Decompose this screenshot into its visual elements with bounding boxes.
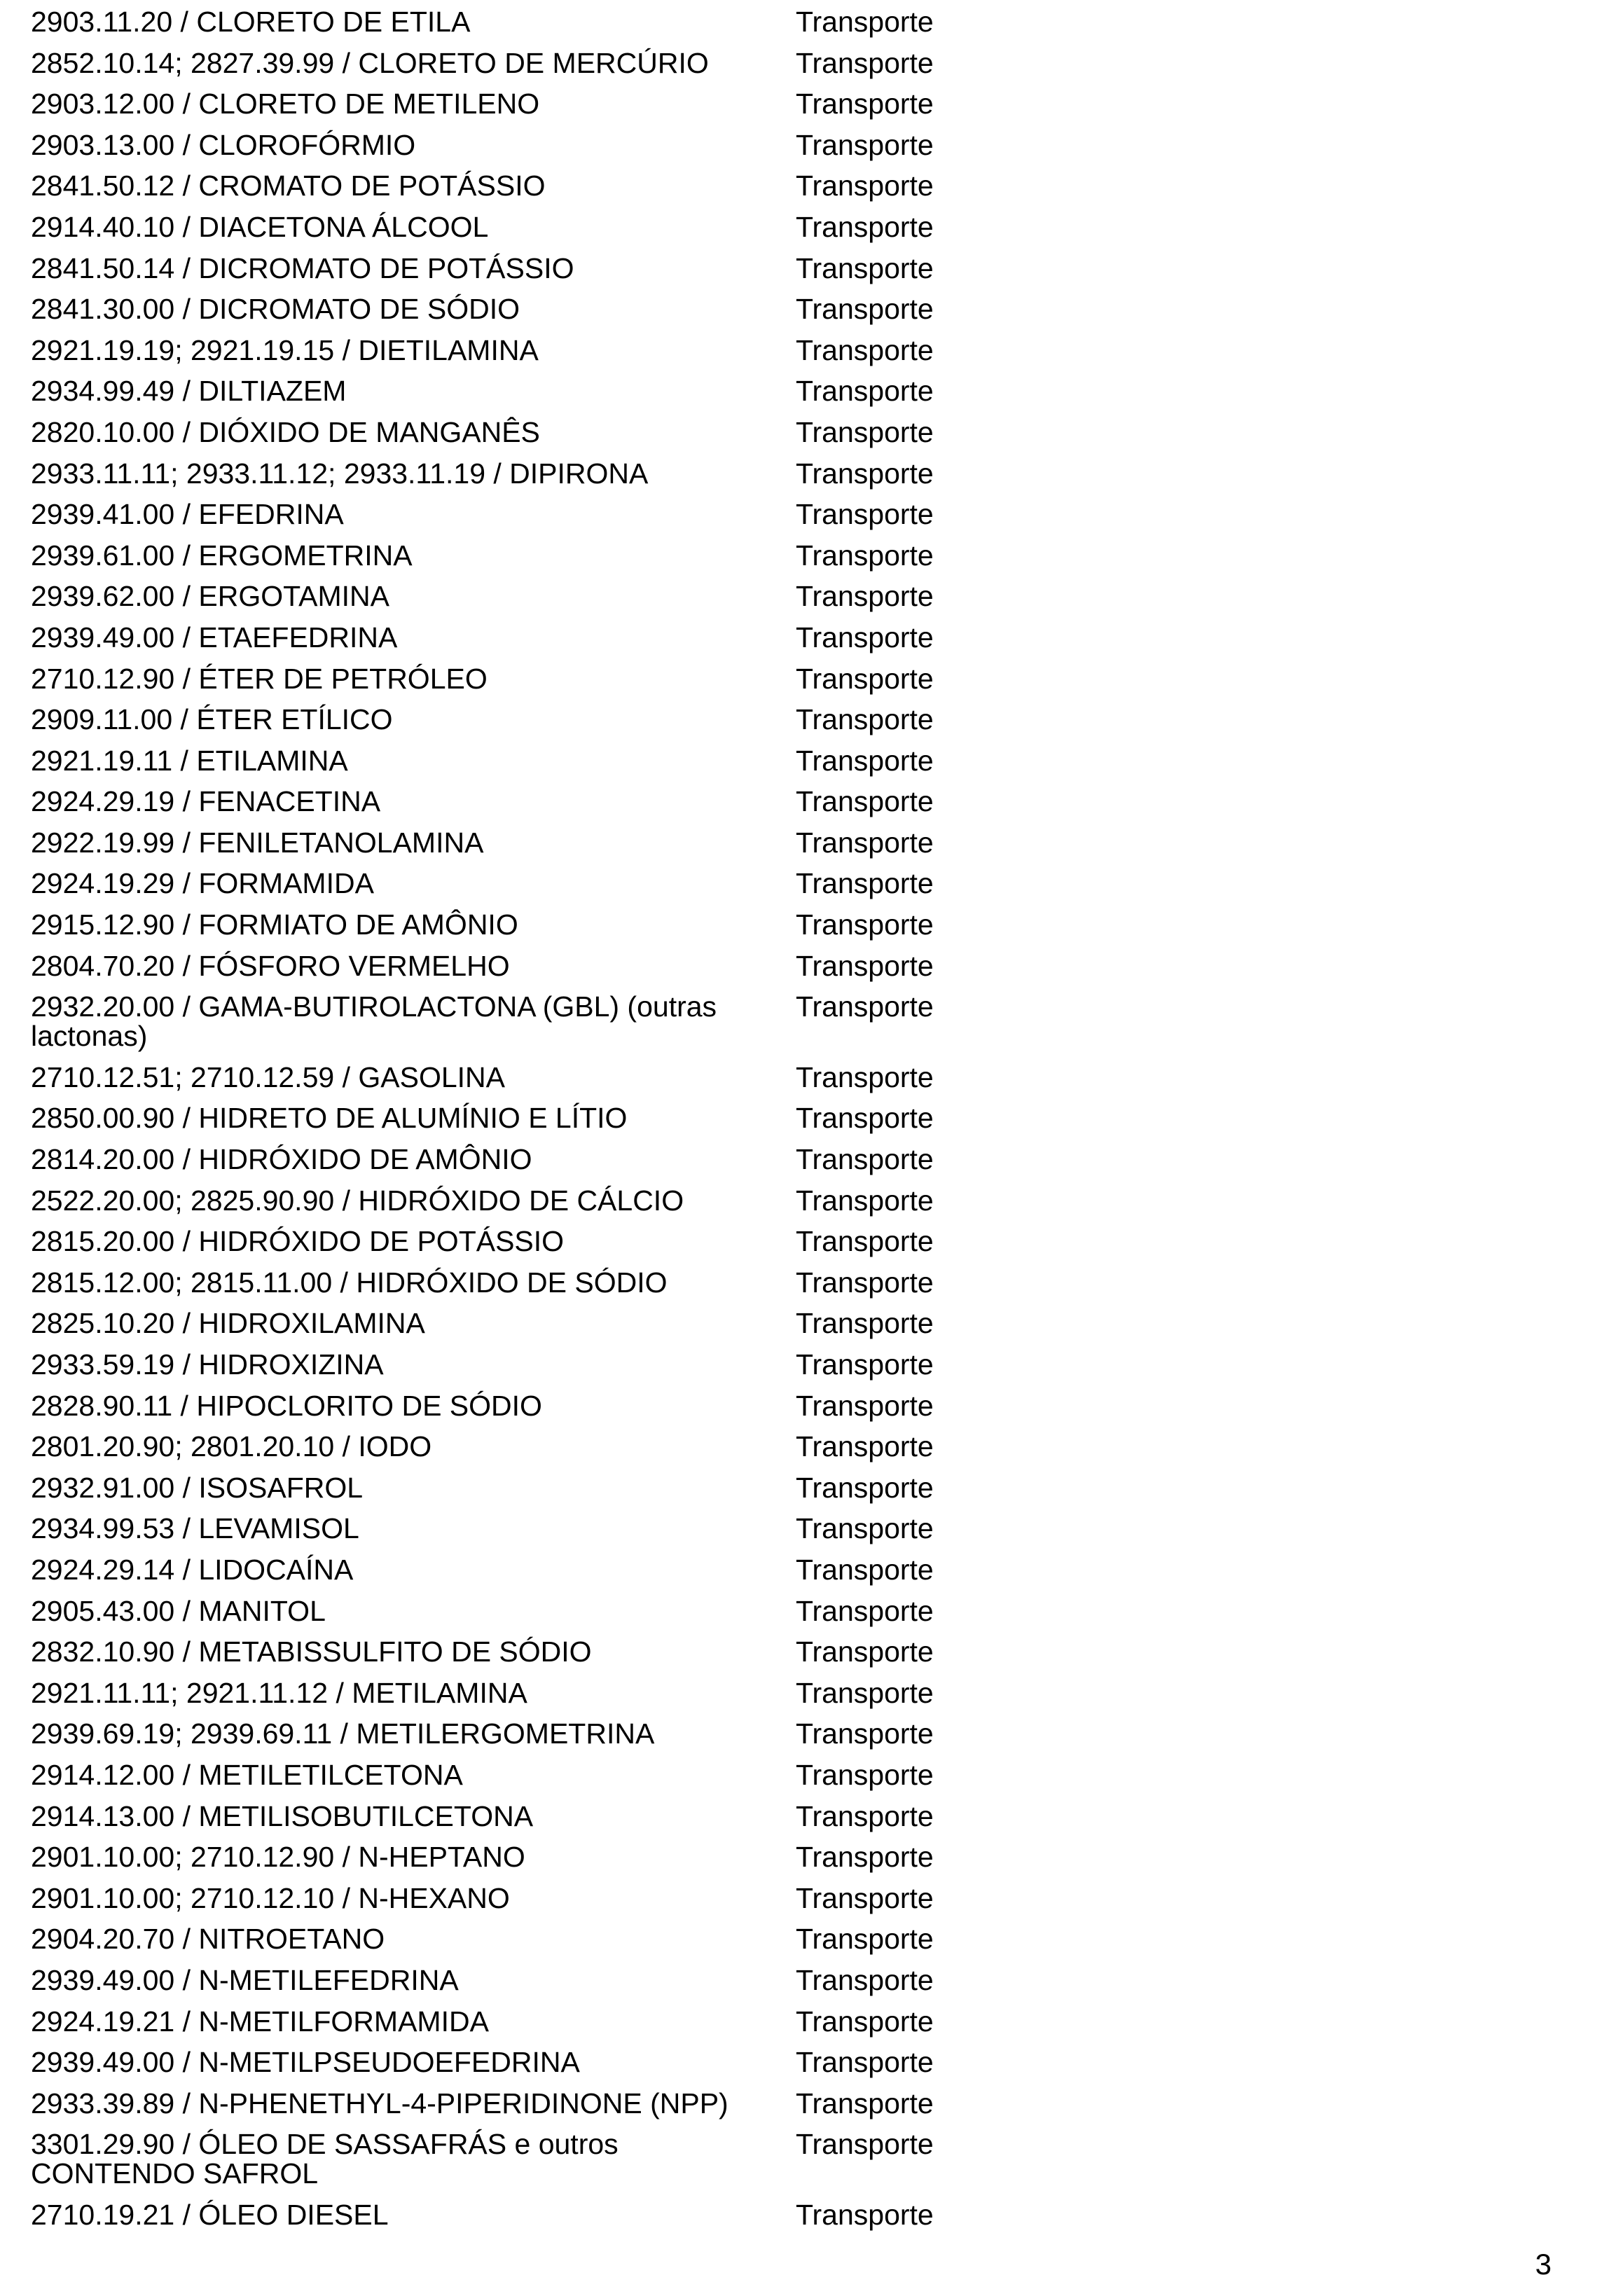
table-row — [31, 1965, 997, 1995]
control-class-cell: Transporte — [796, 1430, 934, 1463]
substance-cell: 2901.10.00; 2710.12.10 / N-HEXANO — [31, 1881, 510, 1914]
control-class-cell: Transporte — [796, 1923, 934, 1956]
substance-cell: 2815.20.00 / HIDRÓXIDO DE POTÁSSIO — [31, 1225, 565, 1258]
control-class-cell: Transporte — [796, 2198, 934, 2231]
control-class-cell: Transporte — [796, 1266, 934, 1299]
substance-cell: 2939.49.00 / N-METILEFEDRINA — [31, 1963, 459, 1996]
table-row — [31, 992, 997, 1051]
control-class-cell: Transporte — [796, 1758, 934, 1791]
control-class-cell: Transporte — [796, 415, 934, 448]
control-class-cell: Transporte — [796, 1594, 934, 1627]
substance-cell: 2710.12.51; 2710.12.59 / GASOLINA — [31, 1060, 505, 1093]
control-class-cell: Transporte — [796, 293, 934, 326]
substance-cell: 2921.19.11 / ETILAMINA — [31, 744, 348, 777]
substance-cell: 2904.20.70 / NITROETANO — [31, 1923, 385, 1956]
table-row — [31, 787, 997, 816]
control-class-cell: Transporte — [796, 1799, 934, 1832]
substance-cell: 2939.41.00 / EFEDRINA — [31, 498, 344, 531]
table-row — [31, 499, 997, 529]
table-row — [31, 1473, 997, 1502]
control-class-cell: Transporte — [796, 580, 934, 613]
control-class-cell: Transporte — [796, 2087, 934, 2119]
substance-cell: 2933.11.11; 2933.11.12; 2933.11.19 / DIPIRONA — [31, 457, 649, 490]
substance-cell: 2710.12.90 / ÉTER DE PETRÓLEO — [31, 662, 488, 695]
table-row — [31, 664, 997, 693]
substance-cell: 2522.20.00; 2825.90.90 / HIDRÓXIDO DE CÁLCIO — [31, 1184, 684, 1217]
control-class-cell: Transporte — [796, 908, 934, 941]
table-row — [31, 48, 997, 78]
table-row — [31, 1186, 997, 1215]
table-row — [31, 623, 997, 652]
control-class-cell: Transporte — [796, 1717, 934, 1750]
substance-cell: 2939.49.00 / N-METILPSEUDOEFEDRINA — [31, 2046, 580, 2079]
substance-cell: 2801.20.90; 2801.20.10 / IODO — [31, 1430, 432, 1463]
table-row — [31, 1268, 997, 1297]
control-class-cell: Transporte — [796, 1841, 934, 1874]
control-class-cell: Transporte — [796, 1553, 934, 1586]
substance-cell: 2832.10.90 / METABISSULFITO DE SÓDIO — [31, 1635, 592, 1668]
control-class-cell: Transporte — [796, 621, 934, 653]
control-class-cell: Transporte — [796, 1102, 934, 1135]
control-class-cell: Transporte — [796, 333, 934, 366]
table-row — [31, 1308, 997, 1338]
substance-cell: 2915.12.90 / FORMIATO DE AMÔNIO — [31, 908, 518, 941]
substance-cell: 2924.29.14 / LIDOCAÍNA — [31, 1553, 354, 1586]
control-class-cell: Transporte — [796, 88, 934, 120]
control-class-cell: Transporte — [796, 785, 934, 818]
substance-cell: 2924.29.19 / FENACETINA — [31, 785, 381, 818]
control-class-cell: Transporte — [796, 1225, 934, 1258]
table-row — [31, 1144, 997, 1174]
control-class-cell: Transporte — [796, 826, 934, 859]
table-row — [31, 251, 997, 284]
table-row — [31, 2047, 997, 2077]
substance-cell: 2828.90.11 / HIPOCLORITO DE SÓDIO — [31, 1389, 542, 1422]
control-class-cell: Transporte — [796, 2005, 934, 2038]
table-row — [31, 869, 997, 898]
table-row — [31, 1923, 997, 1956]
table-row — [31, 212, 997, 242]
substance-cell: 2710.19.21 / ÓLEO DIESEL — [31, 2198, 389, 2231]
control-class-cell: Transporte — [796, 457, 934, 490]
control-class-cell: Transporte — [796, 2046, 934, 2079]
table-row — [31, 1678, 997, 1708]
substance-cell: 2921.11.11; 2921.11.12 / METILAMINA — [31, 1676, 527, 1709]
control-class-cell: Transporte — [796, 251, 934, 284]
substance-cell: 2903.12.00 / CLORETO DE METILENO — [31, 88, 540, 120]
substance-cell: 2815.12.00; 2815.11.00 / HIDRÓXIDO DE SÓDIO — [31, 1266, 668, 1299]
substance-cell: 2901.10.00; 2710.12.90 / N-HEPTANO — [31, 1841, 525, 1874]
substance-cell: 2932.20.00 / GAMA-BUTIROLACTONA (GBL) (outras lactonas) — [31, 990, 717, 1053]
table-row — [31, 1842, 997, 1872]
table-row — [31, 1883, 997, 1913]
table-row — [31, 541, 997, 570]
control-class-cell: Transporte — [796, 128, 934, 161]
table-row — [31, 1760, 997, 1790]
table-row — [31, 1514, 997, 1543]
substance-cell: 2932.91.00 / ISOSAFROL — [31, 1471, 364, 1504]
substance-cell: 2903.13.00 / CLOROFÓRMIO — [31, 128, 416, 161]
substance-cell: 2934.99.53 / LEVAMISOL — [31, 1512, 359, 1545]
control-class-cell: Transporte — [796, 1348, 934, 1381]
substance-cell: 2914.40.10 / DIACETONA ÁLCOOL — [31, 210, 489, 243]
substance-cell: 2914.12.00 / METILETILCETONA — [31, 1758, 463, 1791]
table-row — [31, 417, 997, 447]
table-row — [31, 2200, 997, 2229]
table-row — [31, 1350, 997, 1379]
substance-cell: 2841.50.12 / CROMATO DE POTÁSSIO — [31, 170, 546, 202]
page-number: 3 — [1535, 2248, 1552, 2281]
table-row — [31, 459, 997, 488]
table-row — [31, 581, 997, 611]
substance-cell: 2905.43.00 / MANITOL — [31, 1594, 326, 1627]
substance-cell: 2850.00.90 / HIDRETO DE ALUMÍNIO E LÍTIO — [31, 1102, 628, 1135]
substance-cell: 2939.62.00 / ERGOTAMINA — [31, 580, 389, 613]
table-row — [31, 1637, 997, 1666]
table-row — [31, 2007, 997, 2036]
table-row — [31, 746, 997, 775]
control-class-cell: Transporte — [796, 170, 934, 202]
substance-cell: 3301.29.90 / ÓLEO DE SASSAFRÁS e outros CONTENDO SAFROL — [31, 2128, 619, 2190]
table-row — [31, 1391, 997, 1420]
control-class-cell: Transporte — [796, 1963, 934, 1996]
control-class-cell: Transporte — [796, 6, 934, 38]
substance-cell: 2933.59.19 / HIDROXIZINA — [31, 1348, 384, 1381]
table-row — [31, 1103, 997, 1133]
control-class-cell: Transporte — [796, 1143, 934, 1176]
substance-cell: 2939.49.00 / ETAEFEDRINA — [31, 621, 398, 653]
substance-cell: 2903.11.20 / CLORETO DE ETILA — [31, 6, 471, 38]
table-row — [31, 2129, 997, 2188]
substance-cell: 2814.20.00 / HIDRÓXIDO DE AMÔNIO — [31, 1143, 532, 1176]
table-row — [31, 1226, 997, 1256]
table-row — [31, 2089, 997, 2118]
substance-cell: 2841.50.14 / DICROMATO DE POTÁSSIO — [31, 251, 574, 284]
control-class-cell: Transporte — [796, 990, 934, 1023]
control-class-cell: Transporte — [796, 46, 934, 79]
control-class-cell: Transporte — [796, 1184, 934, 1217]
substance-cell: 2934.99.49 / DILTIAZEM — [31, 375, 347, 408]
control-class-cell: Transporte — [796, 1471, 934, 1504]
substance-cell: 2820.10.00 / DIÓXIDO DE MANGANÊS — [31, 415, 540, 448]
table-row — [31, 951, 997, 981]
table-row — [31, 171, 997, 200]
control-class-cell: Transporte — [796, 1389, 934, 1422]
table-row — [31, 89, 997, 118]
control-class-cell: Transporte — [796, 662, 934, 695]
control-class-cell: Transporte — [796, 1307, 934, 1340]
substance-cell: 2914.13.00 / METILISOBUTILCETONA — [31, 1799, 534, 1832]
table-row — [31, 828, 997, 857]
control-class-cell: Transporte — [796, 2128, 934, 2161]
substance-cell: 2924.19.29 / FORMAMIDA — [31, 867, 374, 900]
table-row — [31, 7, 997, 36]
substance-cell: 2804.70.20 / FÓSFORO VERMELHO — [31, 949, 510, 982]
control-class-cell: Transporte — [796, 949, 934, 982]
control-class-cell: Transporte — [796, 1512, 934, 1545]
control-class-cell: Transporte — [796, 498, 934, 531]
control-class-cell: Transporte — [796, 375, 934, 408]
table-row — [31, 910, 997, 939]
table-row — [31, 1596, 997, 1626]
substance-cell: 2921.19.19; 2921.19.15 / DIETILAMINA — [31, 333, 539, 366]
table-row — [31, 1060, 997, 1093]
table-row — [31, 1555, 997, 1584]
control-class-cell: Transporte — [796, 210, 934, 243]
substance-cell: 2922.19.99 / FENILETANOLAMINA — [31, 826, 484, 859]
table-row — [31, 294, 997, 324]
table-row — [31, 705, 997, 734]
control-class-cell: Transporte — [796, 744, 934, 777]
substance-cell: 2841.30.00 / DICROMATO DE SÓDIO — [31, 293, 520, 326]
control-class-cell: Transporte — [796, 703, 934, 736]
control-class-cell: Transporte — [796, 1676, 934, 1709]
control-class-cell: Transporte — [796, 1060, 934, 1093]
substance-cell: 2852.10.14; 2827.39.99 / CLORETO DE MERCÚRIO — [31, 46, 709, 79]
table-row — [31, 376, 997, 406]
table-row — [31, 130, 997, 160]
control-class-cell: Transporte — [796, 539, 934, 572]
control-class-cell: Transporte — [796, 1635, 934, 1668]
substance-cell: 2825.10.20 / HIDROXILAMINA — [31, 1307, 425, 1340]
table-row — [31, 1719, 997, 1748]
substance-cell: 2909.11.00 / ÉTER ETÍLICO — [31, 703, 393, 736]
substance-cell: 2933.39.89 / N-PHENETHYL-4-PIPERIDINONE (NPP) — [31, 2087, 728, 2119]
substance-cell: 2939.69.19; 2939.69.11 / METILERGOMETRINA — [31, 1717, 655, 1750]
table-row — [31, 1801, 997, 1831]
table-row — [31, 1432, 997, 1461]
table-row — [31, 333, 997, 366]
substance-cell: 2924.19.21 / N-METILFORMAMIDA — [31, 2005, 489, 2038]
substance-table — [31, 7, 997, 2241]
substance-cell: 2939.61.00 / ERGOMETRINA — [31, 539, 413, 572]
control-class-cell: Transporte — [796, 867, 934, 900]
control-class-cell: Transporte — [796, 1881, 934, 1914]
